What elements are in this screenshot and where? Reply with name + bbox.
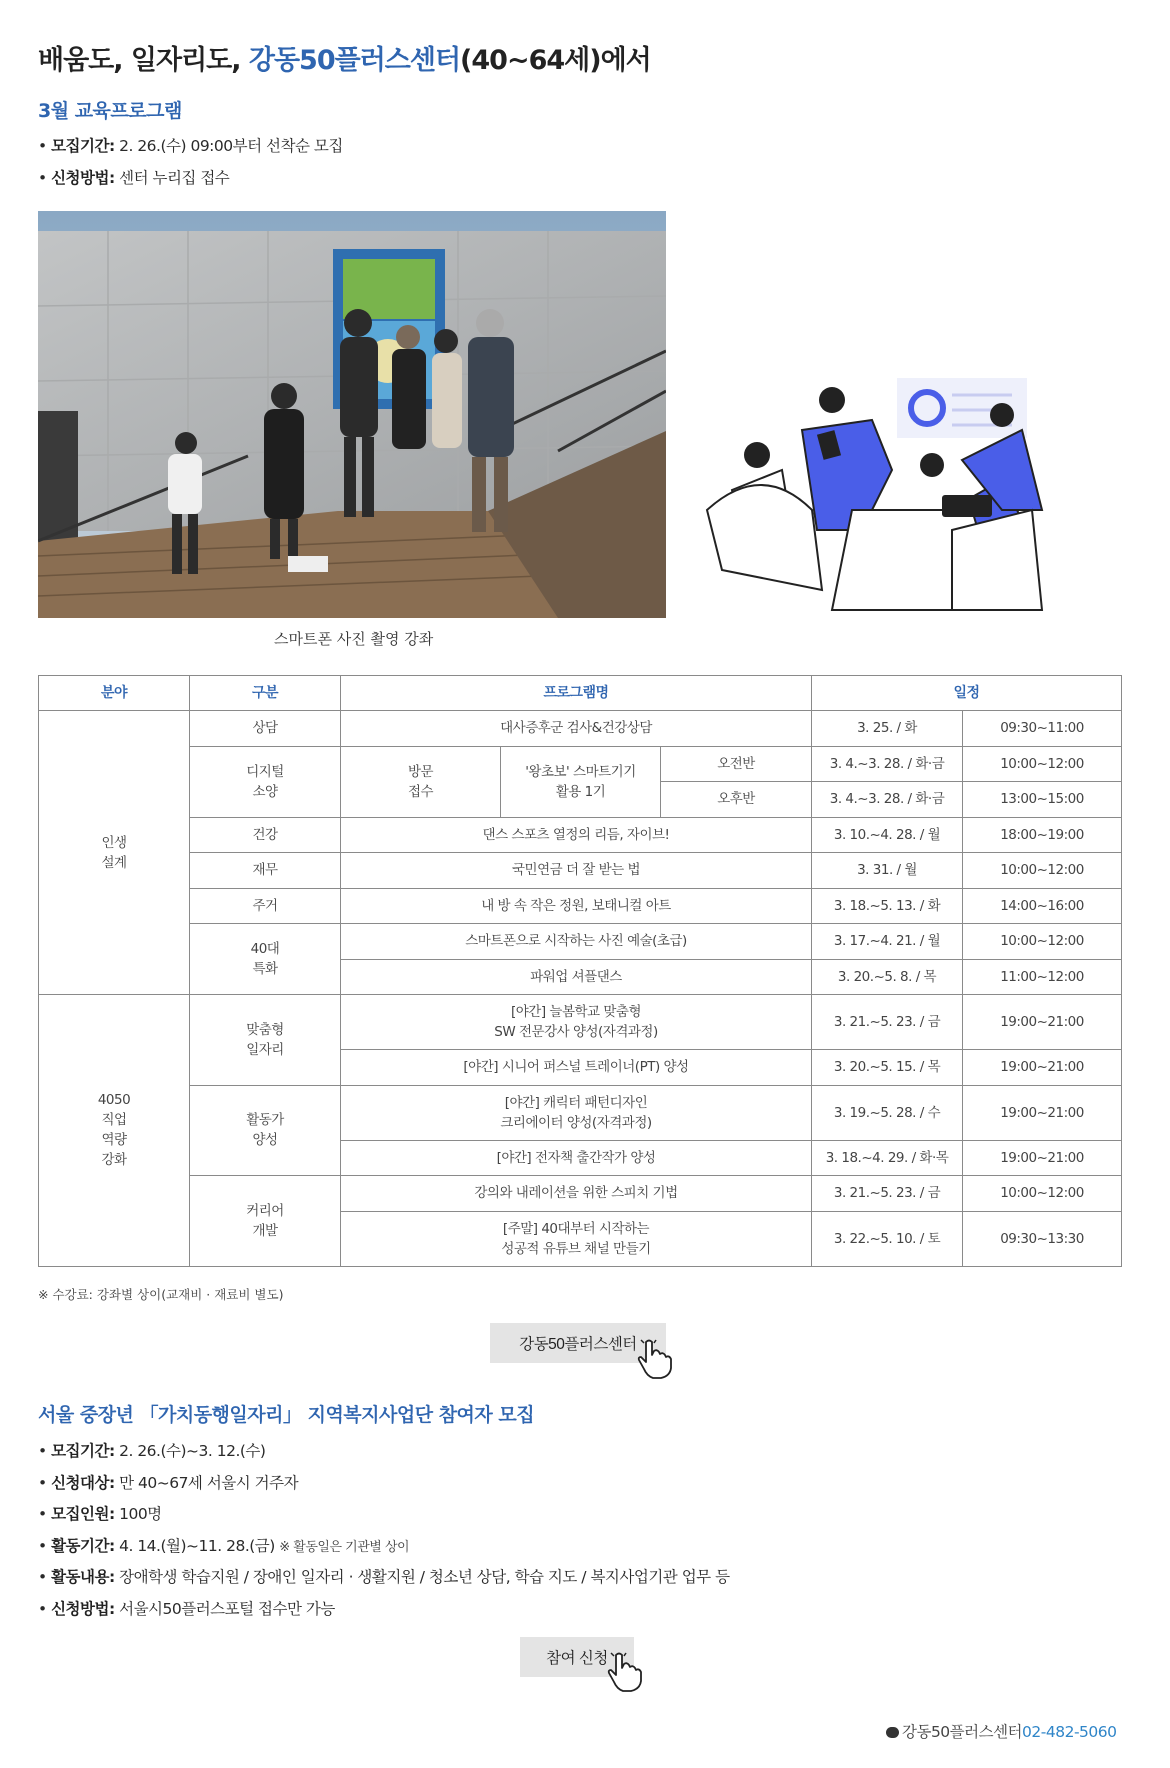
- category-cell: 주거: [190, 888, 341, 924]
- session-cell: 오후반: [661, 782, 812, 818]
- time-cell: 14:00~16:00: [963, 888, 1122, 924]
- chat-icon: [886, 1727, 899, 1738]
- program-cell: 대사증후군 검사&건강상담: [341, 711, 812, 747]
- team-illustration: [702, 360, 1132, 630]
- pointer-hand-icon: [606, 1651, 646, 1693]
- category-cell: 디지털 소양: [190, 746, 341, 817]
- recruit-title: 서울 중장년 「가치동행일자리」 지역복지사업단 참여자 모집: [38, 1404, 535, 1426]
- time-cell: 19:00~21:00: [963, 995, 1122, 1050]
- program-info-list: [38, 131, 343, 194]
- page-title: 배움도, 일자리도, 강동50플러스센터(40~64세)에서: [38, 45, 651, 76]
- table-row: [39, 924, 1122, 960]
- time-cell: 09:30~11:00: [963, 711, 1122, 747]
- time-cell: 10:00~12:00: [963, 924, 1122, 960]
- date-cell: 3. 21.~5. 23. / 금: [812, 1176, 963, 1212]
- group-label: 인생 설계: [39, 711, 190, 995]
- program-cell: [야간] 캐릭터 패턴디자인 크리에이터 양성(자격과정): [341, 1085, 812, 1140]
- info-item: • 신청방법: 서울시50플러스포털 접수만 가능: [38, 1599, 335, 1618]
- date-cell: 3. 20.~5. 8. / 목: [812, 959, 963, 995]
- program-cell: 내 방 속 작은 정원, 보태니컬 아트: [341, 888, 812, 924]
- header-field: 분야: [39, 676, 190, 711]
- date-cell: 3. 10.~4. 28. / 월: [812, 817, 963, 853]
- session-cell: 오전반: [661, 746, 812, 782]
- program-cell: [야간] 전자책 출간작가 양성: [341, 1140, 812, 1176]
- program-cell: [주말] 40대부터 시작하는 성공적 유튜브 채널 만들기: [341, 1211, 812, 1266]
- date-cell: 3. 4.~3. 28. / 화·금: [812, 746, 963, 782]
- category-cell: 활동가 양성: [190, 1085, 341, 1176]
- info-item: • 활동내용: 장애학생 학습지원 / 장애인 일자리 · 생활지원 / 청소년 상담, 학습 지도 / 복지사업기관 업무 등: [38, 1568, 730, 1586]
- class-photo: [38, 211, 666, 618]
- category-cell: 재무: [190, 853, 341, 889]
- category-cell: 40대 특화: [190, 924, 341, 995]
- program-cell: 국민연금 더 잘 받는 법: [341, 853, 812, 889]
- time-cell: 10:00~12:00: [963, 746, 1122, 782]
- time-cell: 10:00~12:00: [963, 853, 1122, 889]
- table-row: [39, 888, 1122, 924]
- info-item: • 모집기간: 2. 26.(수)~3. 12.(수): [38, 1442, 266, 1460]
- recruit-info-list: [38, 1436, 730, 1625]
- date-cell: 3. 31. / 월: [812, 853, 963, 889]
- table-row: [39, 711, 1122, 747]
- program-cell: 댄스 스포츠 열정의 리듬, 자이브!: [341, 817, 812, 853]
- info-item: • 모집기간: 2. 26.(수) 09:00부터 선착순 모집: [38, 137, 343, 155]
- date-cell: 3. 22.~5. 10. / 토: [812, 1211, 963, 1266]
- table-row: [39, 817, 1122, 853]
- program-cell: [야간] 늘봄학교 맞춤형 SW 전문강사 양성(자격과정): [341, 995, 812, 1050]
- time-cell: 19:00~21:00: [963, 1140, 1122, 1176]
- time-cell: 13:00~15:00: [963, 782, 1122, 818]
- time-cell: 18:00~19:00: [963, 817, 1122, 853]
- date-cell: 3. 20.~5. 15. / 목: [812, 1050, 963, 1086]
- center-link-button[interactable]: 강동50플러스센터: [490, 1323, 666, 1363]
- info-item: • 신청대상: 만 40~67세 서울시 거주자: [38, 1473, 299, 1492]
- center-name: 강동50플러스센터: [248, 45, 461, 76]
- time-cell: 11:00~12:00: [963, 959, 1122, 995]
- contact-phone[interactable]: 02-482-5060: [1022, 1723, 1117, 1741]
- date-cell: 3. 4.~3. 28. / 화·금: [812, 782, 963, 818]
- date-cell: 3. 21.~5. 23. / 금: [812, 995, 963, 1050]
- time-cell: 19:00~21:00: [963, 1085, 1122, 1140]
- header-schedule: 일정: [812, 676, 1122, 711]
- program-cell: '왕초보' 스마트기기 활용 1기: [501, 746, 661, 817]
- date-cell: 3. 18.~5. 13. / 화: [812, 888, 963, 924]
- date-cell: 3. 19.~5. 28. / 수: [812, 1085, 963, 1140]
- fee-footnote: ※ 수강료: 강좌별 상이(교재비 · 재료비 별도): [38, 1287, 284, 1302]
- date-cell: 3. 18.~4. 29. / 화·목: [812, 1140, 963, 1176]
- table-row: [39, 1085, 1122, 1140]
- time-cell: 09:30~13:30: [963, 1211, 1122, 1266]
- category-cell: 맞춤형 일자리: [190, 995, 341, 1086]
- program-cell: 파워업 셔플댄스: [341, 959, 812, 995]
- program-cell: [야간] 시니어 퍼스널 트레이너(PT) 양성: [341, 1050, 812, 1086]
- table-row: [39, 995, 1122, 1050]
- photo-caption: 스마트폰 사진 촬영 강좌: [274, 630, 434, 648]
- info-item: • 모집인원: 100명: [38, 1505, 162, 1523]
- table-row: [39, 1176, 1122, 1212]
- info-item: • 신청방법: 센터 누리집 접수: [38, 168, 230, 187]
- method-cell: 방문 접수: [341, 746, 501, 817]
- apply-button[interactable]: 참여 신청: [520, 1637, 634, 1677]
- contact-info: [886, 1720, 1117, 1742]
- time-cell: 19:00~21:00: [963, 1050, 1122, 1086]
- header-program: 프로그램명: [341, 676, 812, 711]
- category-cell: 건강: [190, 817, 341, 853]
- program-cell: 스마트폰으로 시작하는 사진 예술(초급): [341, 924, 812, 960]
- info-item: • 활동기간: 4. 14.(월)~11. 28.(금) ※ 활동일은 기관별 상이: [38, 1536, 410, 1555]
- header-category: 구분: [190, 676, 341, 711]
- category-cell: 상담: [190, 711, 341, 747]
- date-cell: 3. 17.~4. 21. / 월: [812, 924, 963, 960]
- category-cell: 커리어 개발: [190, 1176, 341, 1267]
- program-title: 3월 교육프로그램: [38, 100, 182, 122]
- date-cell: 3. 25. / 화: [812, 711, 963, 747]
- group-label: 4050 직업 역량 강화: [39, 995, 190, 1267]
- program-table: [38, 675, 1122, 1267]
- contact-name: 강동50플러스센터: [902, 1723, 1023, 1741]
- table-row: [39, 746, 1122, 782]
- time-cell: 10:00~12:00: [963, 1176, 1122, 1212]
- pointer-hand-icon: [636, 1338, 676, 1380]
- program-cell: 강의와 내레이션을 위한 스피치 기법: [341, 1176, 812, 1212]
- table-row: [39, 853, 1122, 889]
